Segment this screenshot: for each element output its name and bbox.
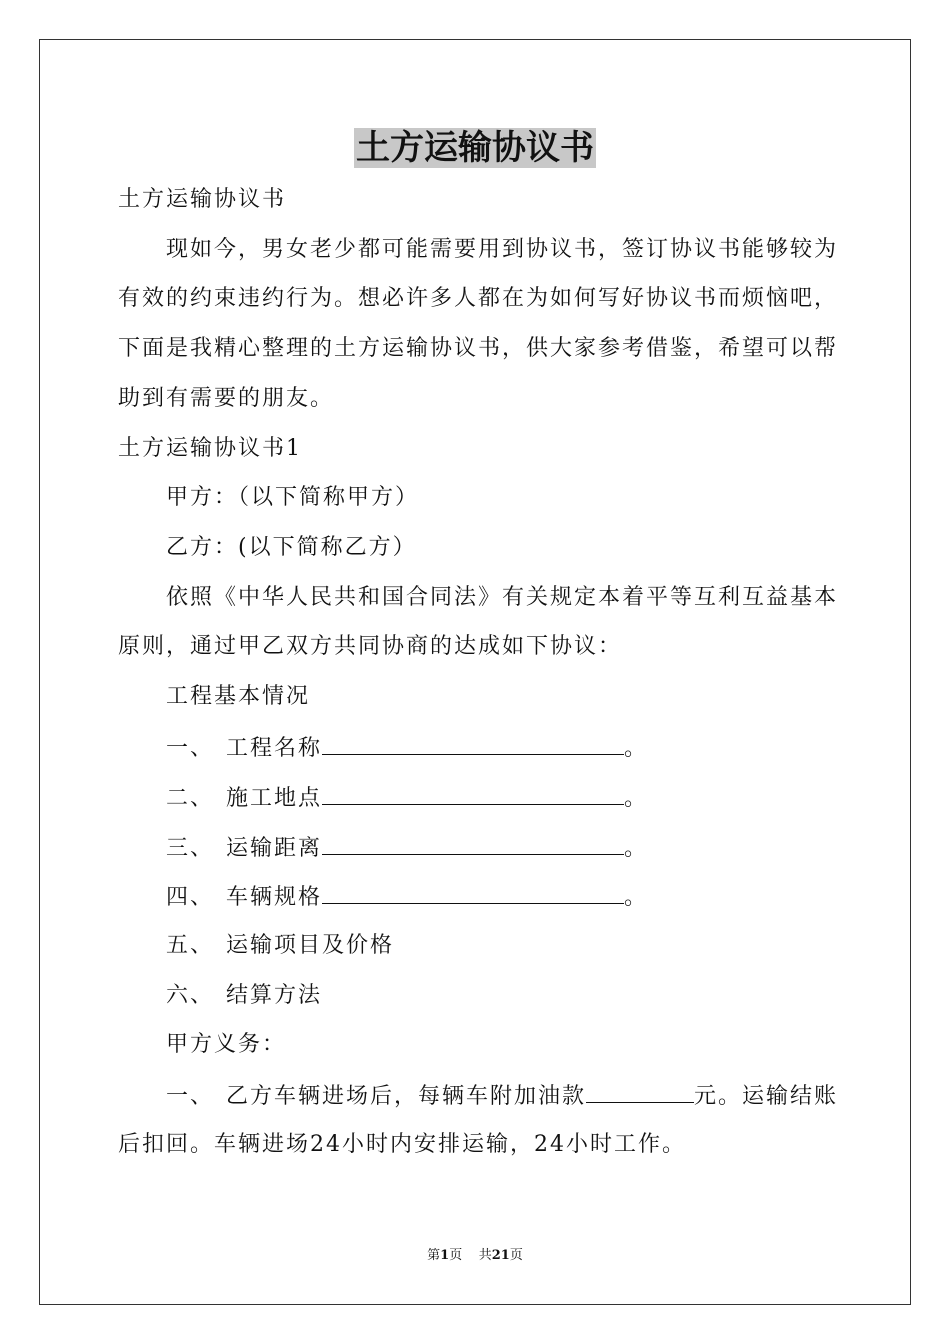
project-heading: 工程基本情况 [166,684,311,709]
page-suffix: 页 [449,1248,463,1263]
total-prefix: 共 [478,1248,492,1263]
duty-line-2: 后扣回。车辆进场24小时内安排运输，24小时工作。 [118,1132,686,1157]
basis-line-2: 原则，通过甲乙双方共同协商的达成如下协议： [118,634,623,659]
item-end: 。 [624,885,649,910]
item-end: 。 [624,836,649,861]
document-title: 土方运输协议书 [356,128,594,168]
fill-in-blank[interactable] [322,881,624,904]
party-a: 甲方：（以下简称甲方） [166,485,420,510]
project-item [166,832,886,864]
section-heading: 土方运输协议书1 [118,436,302,461]
item-number: 二、 [166,786,215,811]
item-number: 一、 [166,1084,215,1109]
basis-line-1: 依照《中华人民共和国合同法》有关规定本着平等互利互益基本 [166,585,839,610]
total-suffix: 页 [509,1248,523,1263]
project-item [166,981,886,1011]
fill-in-blank[interactable] [322,732,624,755]
fill-in-blank[interactable] [586,1080,694,1103]
page-number: 1 [440,1248,450,1263]
page-footer [0,1247,950,1265]
fill-in-blank[interactable] [322,832,624,855]
page-border [39,39,911,1305]
item-label: 车辆规格 [226,885,323,910]
project-item [166,782,886,814]
item-label: 结算方法 [226,983,323,1008]
duty-text-b: 元。运输结账 [694,1084,839,1109]
project-item [166,881,886,913]
item-number: 一、 [166,736,215,761]
item-number: 五、 [166,933,215,958]
item-end: 。 [624,736,649,761]
item-label: 工程名称 [226,736,323,761]
page-prefix: 第 [427,1248,441,1263]
party-b: 乙方：(以下简称乙方） [166,535,417,560]
item-end: 。 [624,786,649,811]
intro-line-3: 下面是我精心整理的土方运输协议书，供大家参考借鉴，希望可以帮 [118,336,839,361]
fill-in-blank[interactable] [322,782,624,805]
duty-text-a: 乙方车辆进场后，每辆车附加油款 [226,1084,587,1109]
project-item [166,931,886,961]
item-label: 运输项目及价格 [226,933,395,958]
item-number: 四、 [166,885,215,910]
item-number: 六、 [166,983,215,1008]
title-wrap [0,128,950,168]
item-label: 运输距离 [226,836,323,861]
intro-line-2: 有效的约束违约行为。想必许多人都在为如何写好协议书而烦恼吧， [118,286,839,311]
document-subtitle: 土方运输协议书 [118,187,287,212]
total-pages: 21 [491,1248,510,1263]
intro-line-1: 现如今，男女老少都可能需要用到协议书，签订协议书能够较为 [166,237,839,262]
intro-line-4: 助到有需要的朋友。 [118,386,335,411]
project-item [166,732,886,764]
item-number: 三、 [166,836,215,861]
duty-line-1 [166,1080,886,1112]
duty-heading: 甲方义务： [166,1032,287,1057]
item-label: 施工地点 [226,786,323,811]
